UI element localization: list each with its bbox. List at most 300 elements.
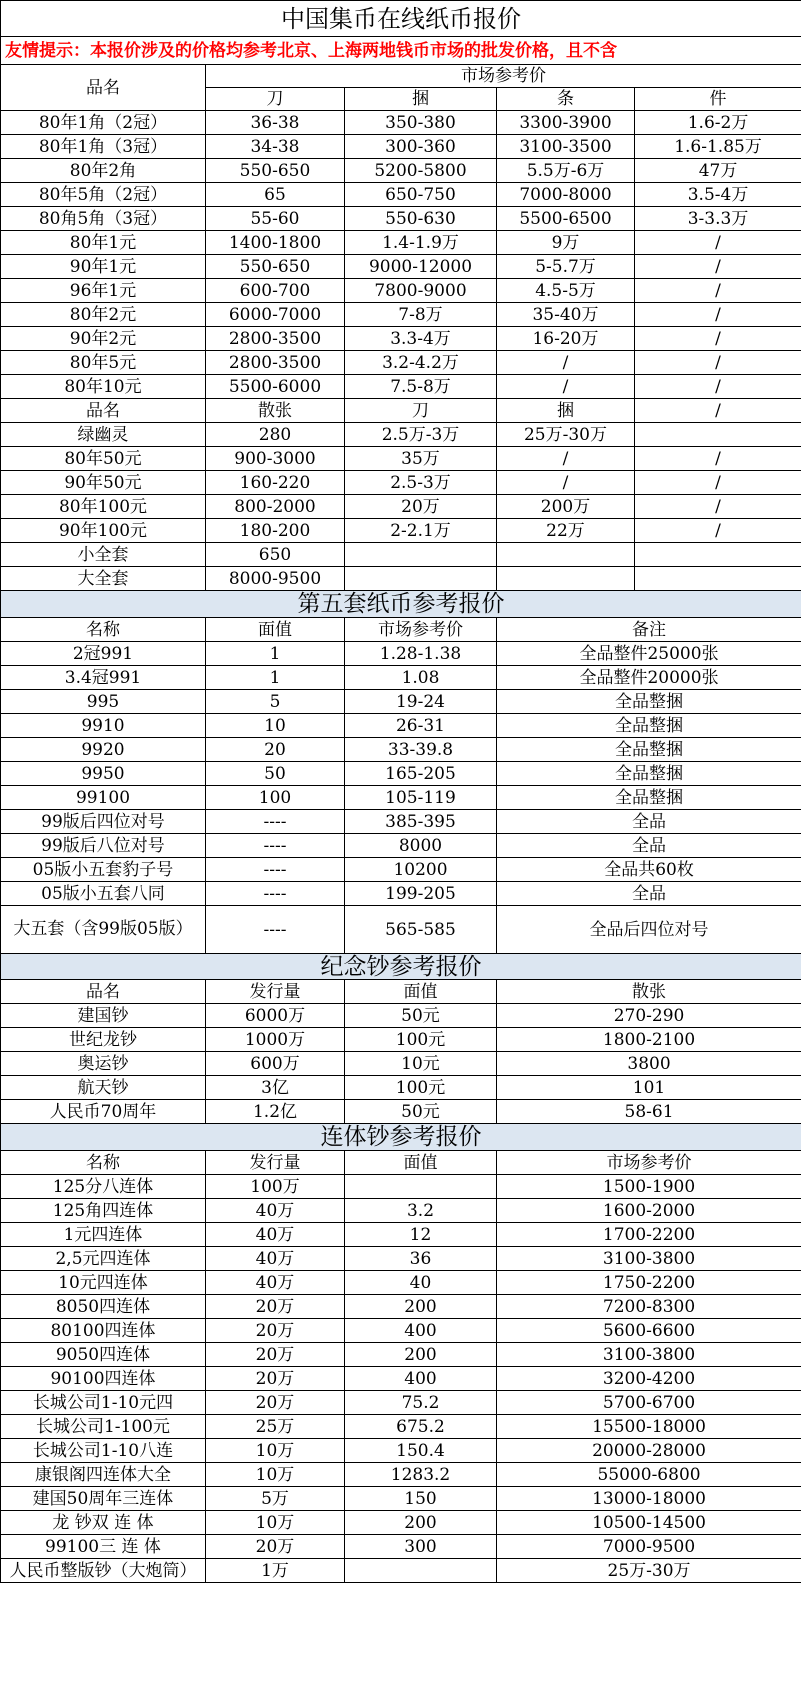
table-cell: 1.28-1.38 — [345, 642, 497, 666]
table-cell: 人民币整版钞（大炮筒） — [1, 1559, 206, 1583]
column-header: 面值 — [206, 618, 345, 642]
table-row — [1, 1415, 801, 1439]
table-row — [1, 762, 801, 786]
table-cell: 2800-3500 — [206, 351, 345, 375]
table-cell: / — [635, 255, 801, 279]
table-cell: 7.5-8万 — [345, 375, 497, 399]
table-row — [1, 447, 801, 471]
table-cell: 80年2元 — [1, 303, 206, 327]
table-cell: 2800-3500 — [206, 327, 345, 351]
table-cell: 100元 — [345, 1076, 497, 1100]
table-row — [1, 786, 801, 810]
table-cell: 35-40万 — [497, 303, 635, 327]
table-cell: 2冠991 — [1, 642, 206, 666]
table-row — [1, 231, 801, 255]
table-cell: 3.2-4.2万 — [345, 351, 497, 375]
table-row — [1, 159, 801, 183]
table-row — [1, 1076, 801, 1100]
table-cell: 航天钞 — [1, 1076, 206, 1100]
column-header: 名称 — [1, 1151, 206, 1175]
table-cell: 16-20万 — [497, 327, 635, 351]
table-cell: 1283.2 — [345, 1463, 497, 1487]
table-cell: 90年1元 — [1, 255, 206, 279]
table-cell: 1 — [206, 642, 345, 666]
table-row — [1, 423, 801, 447]
table-cell: 90年2元 — [1, 327, 206, 351]
table-cell: 80年5元 — [1, 351, 206, 375]
table-cell: 全品后四位对号 — [497, 906, 801, 954]
table-cell: 40 — [345, 1271, 497, 1295]
table-cell: 长城公司1-10八连 — [1, 1439, 206, 1463]
table-row — [1, 1367, 801, 1391]
table-row — [1, 327, 801, 351]
table-row — [1, 1271, 801, 1295]
table-cell: 125分八连体 — [1, 1175, 206, 1199]
table-cell — [345, 543, 497, 567]
table-cell: 7800-9000 — [345, 279, 497, 303]
table-cell: 200 — [345, 1295, 497, 1319]
table-cell: 建国钞 — [1, 1004, 206, 1028]
table-cell: 35万 — [345, 447, 497, 471]
column-header: 名称 — [1, 618, 206, 642]
table-cell: ---- — [206, 906, 345, 954]
table-cell: 280 — [206, 423, 345, 447]
table-cell: 5万 — [206, 1487, 345, 1511]
table-cell: 大五套（含99版05版） — [1, 906, 206, 954]
table-cell: 3100-3800 — [497, 1247, 801, 1271]
table-cell: 25万 — [206, 1415, 345, 1439]
table-cell: 1元四连体 — [1, 1223, 206, 1247]
table-cell: ---- — [206, 858, 345, 882]
table-cell: 33-39.8 — [345, 738, 497, 762]
table-cell: 40万 — [206, 1271, 345, 1295]
table-cell — [497, 567, 635, 591]
table-cell: 长城公司1-10元四 — [1, 1391, 206, 1415]
table-cell: 101 — [497, 1076, 801, 1100]
table-row — [1, 1559, 801, 1583]
table-cell: 1000万 — [206, 1028, 345, 1052]
table-cell: 9950 — [1, 762, 206, 786]
table-row — [1, 375, 801, 399]
table-row — [1, 1391, 801, 1415]
table-cell: 36-38 — [206, 111, 345, 135]
table-cell: 80年1角（3冠） — [1, 135, 206, 159]
table-cell: 3.4冠991 — [1, 666, 206, 690]
table-cell: / — [635, 447, 801, 471]
table-row — [1, 1247, 801, 1271]
table-cell: 1700-2200 — [497, 1223, 801, 1247]
table-cell: 26-31 — [345, 714, 497, 738]
table-cell: 20 — [206, 738, 345, 762]
page-title: 中国集币在线纸币报价 — [1, 1, 801, 37]
table-cell: / — [635, 495, 801, 519]
table-cell: 40万 — [206, 1223, 345, 1247]
table-cell: 80年10元 — [1, 375, 206, 399]
table-cell: 1800-2100 — [497, 1028, 801, 1052]
table-cell: 全品整捆 — [497, 762, 801, 786]
table-cell: / — [635, 519, 801, 543]
table-cell: 80角5角（3冠） — [1, 207, 206, 231]
table-cell: 康银阁四连体大全 — [1, 1463, 206, 1487]
table-cell: 675.2 — [345, 1415, 497, 1439]
table-cell: 1750-2200 — [497, 1271, 801, 1295]
table-cell: 8000-9500 — [206, 567, 345, 591]
table-row — [1, 882, 801, 906]
table-cell: 10元 — [345, 1052, 497, 1076]
table-cell: 19-24 — [345, 690, 497, 714]
table-cell: 龙 钞双 连 体 — [1, 1511, 206, 1535]
table-row — [1, 1295, 801, 1319]
table-cell: 大全套 — [1, 567, 206, 591]
notice-text: 友情提示：本报价涉及的价格均参考北京、上海两地钱币市场的批发价格，且不含 — [1, 37, 801, 65]
table-row — [1, 279, 801, 303]
table-cell: 小全套 — [1, 543, 206, 567]
table-cell: 100 — [206, 786, 345, 810]
table-cell: 20万 — [206, 1535, 345, 1559]
table-cell: 5600-6600 — [497, 1319, 801, 1343]
column-header: 条 — [497, 88, 635, 111]
table-cell: 25万-30万 — [497, 423, 635, 447]
table-row — [1, 714, 801, 738]
table-row — [1, 351, 801, 375]
table-cell: 6000-7000 — [206, 303, 345, 327]
column-header: 刀 — [345, 399, 497, 423]
table-row — [1, 1052, 801, 1076]
table-cell: 105-119 — [345, 786, 497, 810]
table-cell: 1400-1800 — [206, 231, 345, 255]
table-cell: 3.3-4万 — [345, 327, 497, 351]
table-cell: 200 — [345, 1511, 497, 1535]
column-header: 件 — [635, 88, 801, 111]
table-cell: 99100三 连 体 — [1, 1535, 206, 1559]
table-cell: 全品 — [497, 882, 801, 906]
table-cell: 400 — [345, 1319, 497, 1343]
table-cell: 长城公司1-100元 — [1, 1415, 206, 1439]
table-cell: 9050四连体 — [1, 1343, 206, 1367]
column-header: 面值 — [345, 1151, 497, 1175]
table-cell: 65 — [206, 183, 345, 207]
table-cell: 565-585 — [345, 906, 497, 954]
table-cell: 165-205 — [345, 762, 497, 786]
table-cell: 5500-6500 — [497, 207, 635, 231]
table-cell: 全品 — [497, 810, 801, 834]
table-cell: 5-5.7万 — [497, 255, 635, 279]
table-cell: 300-360 — [345, 135, 497, 159]
table-cell: 80100四连体 — [1, 1319, 206, 1343]
table-cell: 100万 — [206, 1175, 345, 1199]
table-cell: 99版后八位对号 — [1, 834, 206, 858]
table-cell: 22万 — [497, 519, 635, 543]
table-cell: 20万 — [206, 1295, 345, 1319]
table-cell: 5.5万-6万 — [497, 159, 635, 183]
table-cell: 100元 — [345, 1028, 497, 1052]
section-row — [1, 591, 801, 618]
table-cell: 20万 — [345, 495, 497, 519]
table-cell: 650 — [206, 543, 345, 567]
column-header: 发行量 — [206, 1151, 345, 1175]
table-cell: 90年50元 — [1, 471, 206, 495]
table-cell: 600-700 — [206, 279, 345, 303]
table-cell: 9000-12000 — [345, 255, 497, 279]
table-cell: / — [497, 351, 635, 375]
table-cell: 300 — [345, 1535, 497, 1559]
table-cell: 10万 — [206, 1439, 345, 1463]
table-cell: 全品整捆 — [497, 738, 801, 762]
table-cell: 12 — [345, 1223, 497, 1247]
table-row — [1, 1319, 801, 1343]
table-cell: 1600-2000 — [497, 1199, 801, 1223]
column-header: 品名 — [1, 980, 206, 1004]
column-header: 捆 — [497, 399, 635, 423]
table-cell: 05版小五套豹子号 — [1, 858, 206, 882]
column-header: 市场参考价 — [345, 618, 497, 642]
table-cell: 34-38 — [206, 135, 345, 159]
table-row — [1, 690, 801, 714]
header-row — [1, 618, 801, 642]
table-row — [1, 1223, 801, 1247]
table-row — [1, 255, 801, 279]
table-row — [1, 1004, 801, 1028]
table-cell: 10500-14500 — [497, 1511, 801, 1535]
column-header: 备注 — [497, 618, 801, 642]
table-cell: 全品整捆 — [497, 714, 801, 738]
table-row — [1, 1100, 801, 1124]
table-row — [1, 738, 801, 762]
table-cell: 全品 — [497, 834, 801, 858]
table-cell: 3800 — [497, 1052, 801, 1076]
table-cell: 96年1元 — [1, 279, 206, 303]
table-cell: 20万 — [206, 1391, 345, 1415]
table-cell: 5700-6700 — [497, 1391, 801, 1415]
column-header: 发行量 — [206, 980, 345, 1004]
table-cell: 1.6-1.85万 — [635, 135, 801, 159]
table-cell: 7000-9500 — [497, 1535, 801, 1559]
table-cell: 80年1元 — [1, 231, 206, 255]
table-cell: 10万 — [206, 1511, 345, 1535]
table-row — [1, 303, 801, 327]
table-row — [1, 135, 801, 159]
table-cell: / — [635, 231, 801, 255]
table-cell: 800-2000 — [206, 495, 345, 519]
table-cell: 50元 — [345, 1004, 497, 1028]
table-cell: 建国50周年三连体 — [1, 1487, 206, 1511]
table-cell: 99100 — [1, 786, 206, 810]
table-cell: / — [497, 447, 635, 471]
table-cell: 6000万 — [206, 1004, 345, 1028]
table-cell: / — [635, 375, 801, 399]
table-cell: 99版后四位对号 — [1, 810, 206, 834]
table-cell: 150 — [345, 1487, 497, 1511]
table-cell: 2.5万-3万 — [345, 423, 497, 447]
table-cell: 8050四连体 — [1, 1295, 206, 1319]
table-row — [1, 1343, 801, 1367]
table-cell: 3100-3800 — [497, 1343, 801, 1367]
table-cell: ---- — [206, 834, 345, 858]
table-row — [1, 810, 801, 834]
table-cell: 20万 — [206, 1343, 345, 1367]
table-cell: 3-3.3万 — [635, 207, 801, 231]
table-cell: 1.6-2万 — [635, 111, 801, 135]
table-cell: 2,5元四连体 — [1, 1247, 206, 1271]
table-cell: 绿幽灵 — [1, 423, 206, 447]
table-cell: 40万 — [206, 1247, 345, 1271]
header-row — [1, 1151, 801, 1175]
table-cell: 80年2角 — [1, 159, 206, 183]
table-row — [1, 1028, 801, 1052]
table-row — [1, 666, 801, 690]
table-cell: / — [635, 471, 801, 495]
table-row — [1, 543, 801, 567]
table-row — [1, 1487, 801, 1511]
table-cell: 2.5-3万 — [345, 471, 497, 495]
table-cell: 全品整件20000张 — [497, 666, 801, 690]
table-cell: 80年100元 — [1, 495, 206, 519]
table-cell: 9万 — [497, 231, 635, 255]
table-cell: 58-61 — [497, 1100, 801, 1124]
table-cell: 36 — [345, 1247, 497, 1271]
table-row — [1, 519, 801, 543]
table-cell: 900-3000 — [206, 447, 345, 471]
column-header: 品名 — [1, 65, 206, 111]
table-cell: 5200-5800 — [345, 159, 497, 183]
table-cell: 20000-28000 — [497, 1439, 801, 1463]
table-cell — [635, 567, 801, 591]
table-cell: / — [635, 327, 801, 351]
table-row — [1, 1439, 801, 1463]
table-cell: 3100-3500 — [497, 135, 635, 159]
table-cell: 7000-8000 — [497, 183, 635, 207]
table-cell: 1.4-1.9万 — [345, 231, 497, 255]
table-cell: 200万 — [497, 495, 635, 519]
column-header: 刀 — [206, 88, 345, 111]
column-header: 散张 — [497, 980, 801, 1004]
table-cell: 199-205 — [345, 882, 497, 906]
table-cell: 4.5-5万 — [497, 279, 635, 303]
table-cell: 80年5角（2冠） — [1, 183, 206, 207]
table-row — [1, 1463, 801, 1487]
table-cell: 10 — [206, 714, 345, 738]
table-cell: / — [497, 471, 635, 495]
column-header: 品名 — [1, 399, 206, 423]
table-cell: 1 — [206, 666, 345, 690]
table-cell: 650-750 — [345, 183, 497, 207]
table-cell: 13000-18000 — [497, 1487, 801, 1511]
table-cell: 47万 — [635, 159, 801, 183]
header-row — [1, 65, 801, 88]
notice-row — [1, 37, 801, 65]
table-cell: 9910 — [1, 714, 206, 738]
table-cell: 1500-1900 — [497, 1175, 801, 1199]
table-row — [1, 207, 801, 231]
table-cell: 80年50元 — [1, 447, 206, 471]
table-row — [1, 111, 801, 135]
table-row — [1, 567, 801, 591]
table-cell: 人民币70周年 — [1, 1100, 206, 1124]
table-cell: 25万-30万 — [497, 1559, 801, 1583]
table-cell: 600万 — [206, 1052, 345, 1076]
sub-header-row — [1, 399, 801, 423]
column-header: 捆 — [345, 88, 497, 111]
table-cell: 55-60 — [206, 207, 345, 231]
section-title: 纪念钞参考报价 — [1, 954, 801, 980]
table-cell: 全品整捆 — [497, 690, 801, 714]
table-cell: ---- — [206, 810, 345, 834]
table-cell — [497, 543, 635, 567]
table-cell: 3亿 — [206, 1076, 345, 1100]
table-cell: 180-200 — [206, 519, 345, 543]
table-cell: 550-650 — [206, 255, 345, 279]
table-row — [1, 1511, 801, 1535]
table-cell: 55000-6800 — [497, 1463, 801, 1487]
table-cell: 125角四连体 — [1, 1199, 206, 1223]
table-cell — [345, 567, 497, 591]
table-cell: 世纪龙钞 — [1, 1028, 206, 1052]
table-cell: 05版小五套八同 — [1, 882, 206, 906]
table-cell: 全品共60枚 — [497, 858, 801, 882]
table-row — [1, 1535, 801, 1559]
section-title: 第五套纸币参考报价 — [1, 591, 801, 618]
table-cell: 90100四连体 — [1, 1367, 206, 1391]
table-cell: 3300-3900 — [497, 111, 635, 135]
table-cell: / — [635, 303, 801, 327]
table-row — [1, 906, 801, 954]
table-cell: 50元 — [345, 1100, 497, 1124]
table-cell — [635, 543, 801, 567]
table-cell: 1.08 — [345, 666, 497, 690]
table-cell: / — [635, 279, 801, 303]
table-cell: 5 — [206, 690, 345, 714]
table-cell: 995 — [1, 690, 206, 714]
table-cell: 15500-18000 — [497, 1415, 801, 1439]
table-cell: 150.4 — [345, 1439, 497, 1463]
table-cell: 400 — [345, 1367, 497, 1391]
table-cell: 40万 — [206, 1199, 345, 1223]
table-cell — [345, 1559, 497, 1583]
table-row — [1, 1199, 801, 1223]
table-row — [1, 642, 801, 666]
table-cell: 全品整件25000张 — [497, 642, 801, 666]
table-cell: 10万 — [206, 1463, 345, 1487]
table-row — [1, 495, 801, 519]
table-cell: 80年1角（2冠） — [1, 111, 206, 135]
table-cell: 奥运钞 — [1, 1052, 206, 1076]
table-cell: 10元四连体 — [1, 1271, 206, 1295]
table-cell: 1万 — [206, 1559, 345, 1583]
table-cell: / — [497, 375, 635, 399]
table-cell: 385-395 — [345, 810, 497, 834]
table-cell: 20万 — [206, 1367, 345, 1391]
table-cell: 10200 — [345, 858, 497, 882]
table-cell: 50 — [206, 762, 345, 786]
table-cell: 1.2亿 — [206, 1100, 345, 1124]
table-cell: 2-2.1万 — [345, 519, 497, 543]
section-row — [1, 1124, 801, 1151]
section-row — [1, 954, 801, 980]
column-header: 散张 — [206, 399, 345, 423]
table-row — [1, 1175, 801, 1199]
column-header: / — [635, 399, 801, 423]
title-row — [1, 1, 801, 37]
table-cell: 8000 — [345, 834, 497, 858]
table-cell: 270-290 — [497, 1004, 801, 1028]
table-cell: / — [635, 351, 801, 375]
table-cell: 9920 — [1, 738, 206, 762]
column-header: 市场参考价 — [497, 1151, 801, 1175]
table-cell: 3.5-4万 — [635, 183, 801, 207]
column-header: 面值 — [345, 980, 497, 1004]
table-cell — [345, 1175, 497, 1199]
table-cell: ---- — [206, 882, 345, 906]
